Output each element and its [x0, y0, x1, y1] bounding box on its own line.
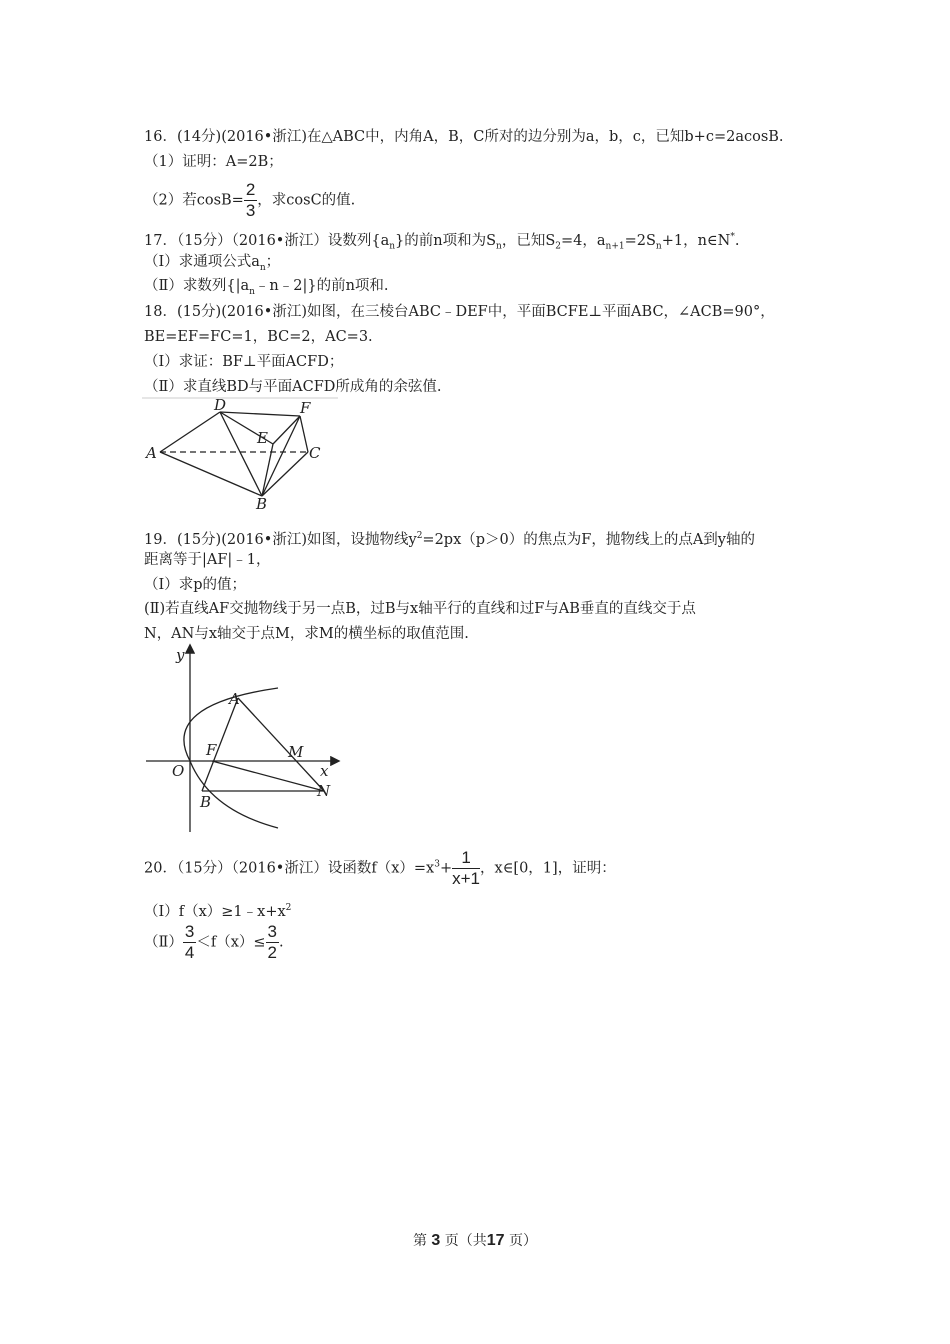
q19-label-y: y: [176, 646, 185, 664]
q20-part2-frac2: $\frac{3}{2}$: [267, 922, 277, 962]
q19-parabola-figure: [140, 640, 350, 835]
q18-label-d: D: [214, 396, 227, 414]
q19-label-x: x: [320, 762, 329, 780]
q18-label-a: A: [146, 444, 157, 462]
q19-label-f: F: [206, 741, 217, 759]
q16-fraction: [244, 180, 257, 221]
q19-label-b: B: [200, 793, 212, 811]
q16-frac-num: 2: [245, 180, 256, 199]
q20-part2: （Ⅱ） $\frac{3}{4}$ ＜f（x）≤ $\frac{3}{2}$ .: [144, 922, 284, 962]
q20-part1: $(Ⅰ)f(x)\ge 1﹣x+x^2$: [144, 903, 292, 920]
q20-stem: 20．（15分）（2016•浙江）设函数$f(x)=x^3+$ $\frac{1}{x+1}$ ，x∈[0，1]，证明：: [144, 848, 616, 888]
q16-part2-pre: （2）若cosB=: [144, 192, 244, 209]
q18-label-c: C: [309, 444, 321, 462]
q19-part1: （Ⅰ）求p的值；: [144, 577, 247, 593]
q18-label-e: E: [257, 429, 268, 447]
q20-part2-frac1: $\frac{3}{4}$: [184, 922, 195, 962]
q18-label-f: F: [300, 399, 311, 417]
q17-part1: （Ⅰ）求通项公式$a_n$；: [144, 254, 281, 273]
q19-part2-line2: N，AN与x轴交于点M，求M的横坐标的取值范围.: [144, 626, 469, 642]
q19-stem-line2: 距离等于|AF|﹣1，: [144, 552, 271, 568]
q19-label-m: M: [288, 743, 304, 761]
q20-fraction: $\frac{1}{x+1}$: [452, 848, 481, 888]
q18-frustum-figure: [140, 396, 340, 514]
q17-part2: （Ⅱ）求数列$\{|a_n﹣n﹣2|\}$的前n项和.: [144, 278, 389, 297]
q16-stem: 16．(14分)(2016•浙江)在△ABC中，内角A，B，C所对的边分别为a，b，c，已知b+c=2acosB.: [144, 129, 784, 145]
q18-part1: （Ⅰ）求证：BF⊥平面ACFD；: [144, 354, 344, 370]
page-total: 17: [486, 1232, 505, 1249]
q16-part2: [144, 180, 355, 221]
q16-part1: （1）证明：A=2B；: [144, 154, 283, 170]
q19-stem-line1: 19．(15分)(2016•浙江)如图，设抛物线$y^2=2px(p>0)$的焦点为F，抛物线上的点A到y轴的: [144, 531, 755, 548]
q17-stem: 17．（15分）（2016•浙江）设数列$\{a_n\}$的前n项和为$S_n$，已知$S_2=4$，$a_{n+1}=2S_n+1$，n∈N*.: [144, 232, 740, 252]
page-footer: 第 3 页（共17 页）: [412, 1232, 538, 1249]
q18-stem-line2: BE=EF=FC=1，BC=2，AC=3.: [144, 329, 373, 345]
page-number: 3: [431, 1232, 441, 1249]
q16-frac-den: 3: [245, 201, 256, 220]
q19-label-a: A: [229, 690, 240, 708]
q19-label-o: O: [172, 762, 185, 780]
q16-part2-post: ，求cosC的值.: [257, 192, 356, 209]
q19-part2-line1: (Ⅱ)若直线AF交抛物线于另一点B，过B与x轴平行的直线和过F与AB垂直的直线交于点: [144, 601, 696, 617]
q18-label-b: B: [256, 495, 268, 513]
q18-stem-line1: 18．(15分)(2016•浙江)如图，在三棱台ABC﹣DEF中，平面BCFE⊥平面ABC，∠ACB=90°，: [144, 304, 775, 320]
q19-label-n: N: [317, 782, 331, 800]
q18-part2: （Ⅱ）求直线BD与平面ACFD所成角的余弦值.: [144, 379, 442, 395]
